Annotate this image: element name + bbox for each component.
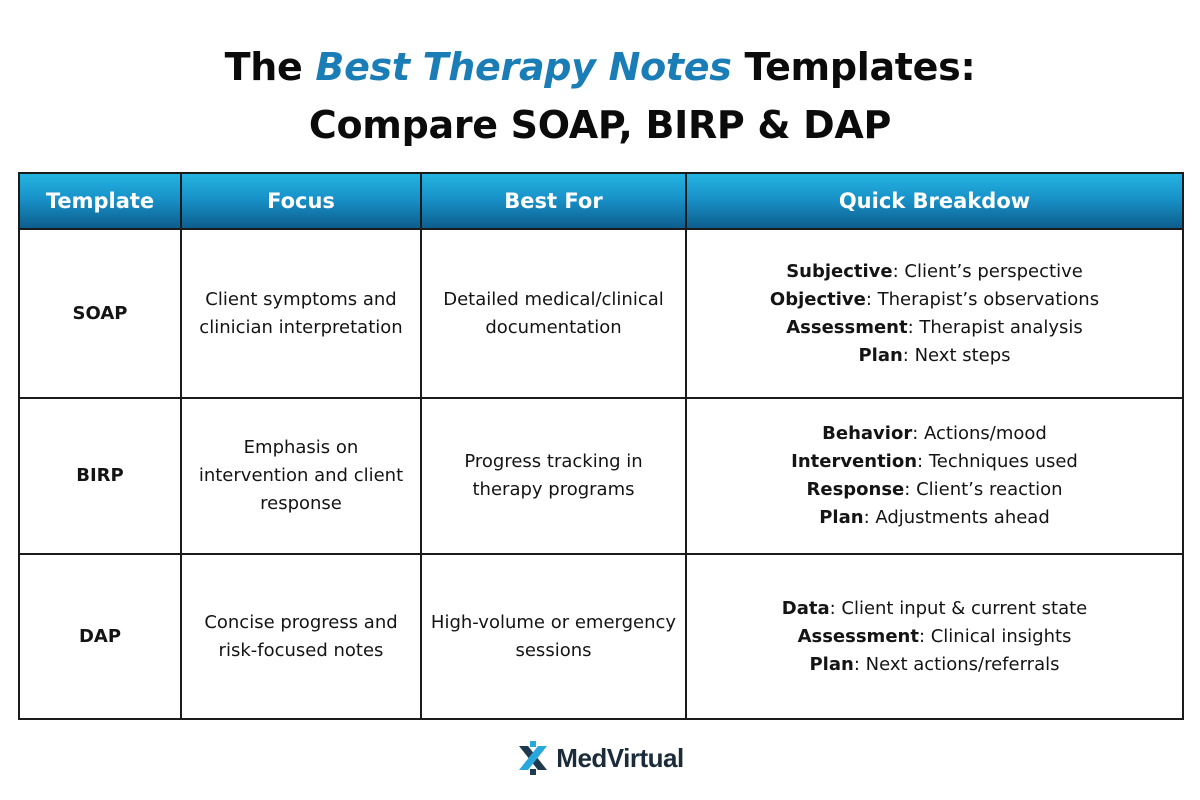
breakdown-term: Data (781, 597, 830, 619)
title-prefix: The (224, 45, 316, 89)
focus-cell: Client symptoms and clinician interpretation (181, 229, 421, 398)
header-quick-breakdown: Quick Breakdow (686, 173, 1183, 229)
template-cell: BIRP (19, 398, 181, 554)
breakdown-line (695, 623, 1174, 651)
breakdown-cell (686, 554, 1183, 719)
breakdown-desc: : Client input & current state (829, 597, 1088, 619)
breakdown-desc: : Adjustments ahead (863, 507, 1050, 528)
title-suffix: Templates: (731, 45, 976, 89)
breakdown-line (695, 286, 1174, 314)
breakdown-term: Intervention (791, 451, 918, 472)
best-for-cell: Detailed medical/clinical documentation (421, 229, 686, 398)
template-cell: SOAP (19, 229, 181, 398)
comparison-table (18, 172, 1184, 720)
title-line-1 (0, 38, 1200, 96)
page-title (0, 38, 1200, 154)
best-for-cell: Progress tracking in therapy programs (421, 398, 686, 554)
breakdown-term: Assessment (797, 625, 919, 647)
breakdown-line (695, 476, 1174, 504)
focus-cell: Emphasis on intervention and client response (181, 398, 421, 554)
header-template: Template (19, 173, 181, 229)
focus-cell: Concise progress and risk-focused notes (181, 554, 421, 719)
brand-logo (0, 738, 1200, 778)
breakdown-term: Behavior (822, 423, 913, 444)
breakdown-line (695, 342, 1174, 370)
breakdown-desc: : Techniques used (917, 451, 1078, 472)
breakdown-term: Response (806, 479, 905, 500)
logo-text: MedVirtual (556, 742, 684, 773)
table-row (19, 398, 1183, 554)
breakdown-term: Plan (858, 344, 903, 366)
title-accent: Best Therapy Notes (315, 45, 732, 89)
header-best-for: Best For (421, 173, 686, 229)
breakdown-cell (686, 398, 1183, 554)
breakdown-desc: : Therapist’s observations (865, 288, 1100, 310)
table-row (19, 554, 1183, 719)
breakdown-desc: : Therapist analysis (907, 316, 1083, 338)
breakdown-term: Objective (769, 288, 866, 310)
header-focus: Focus (181, 173, 421, 229)
breakdown-term: Subjective (786, 260, 893, 282)
breakdown-desc: : Next actions/referrals (853, 653, 1060, 675)
breakdown-line (695, 420, 1174, 448)
medvirtual-logo-icon (516, 741, 550, 775)
breakdown-line (695, 595, 1174, 623)
breakdown-term: Plan (819, 507, 864, 528)
table-row (19, 229, 1183, 398)
breakdown-line (695, 448, 1174, 476)
breakdown-line (695, 314, 1174, 342)
breakdown-term: Assessment (786, 316, 908, 338)
breakdown-term: Plan (809, 653, 854, 675)
breakdown-desc: : Actions/mood (912, 423, 1047, 444)
breakdown-line (695, 258, 1174, 286)
template-cell: DAP (19, 554, 181, 719)
breakdown-desc: : Client’s perspective (892, 260, 1083, 282)
breakdown-desc: : Next steps (902, 344, 1011, 366)
breakdown-desc: : Clinical insights (918, 625, 1072, 647)
best-for-cell: High-volume or emergency sessions (421, 554, 686, 719)
title-line-2: Compare SOAP, BIRP & DAP (308, 103, 892, 147)
breakdown-line (695, 651, 1174, 679)
table-header-row (19, 173, 1183, 229)
breakdown-cell (686, 229, 1183, 398)
breakdown-desc: : Client’s reaction (904, 479, 1063, 500)
breakdown-line (695, 504, 1174, 532)
